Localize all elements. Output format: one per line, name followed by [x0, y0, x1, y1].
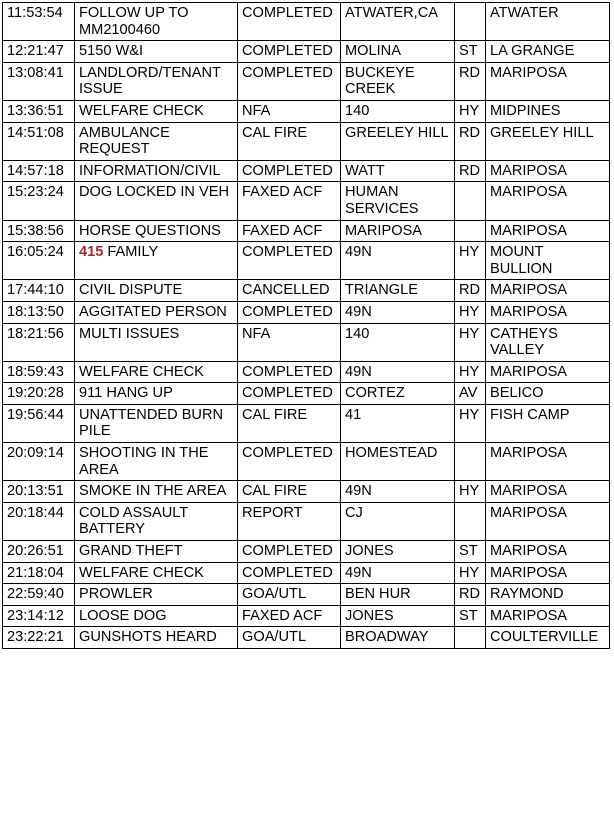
table-row: [3, 160, 610, 182]
table-row: [3, 383, 610, 405]
street-cell: 140: [341, 100, 455, 122]
street-cell: 49N: [341, 242, 455, 280]
time-cell: 14:57:18: [3, 160, 75, 182]
street-cell: BUCKEYE CREEK: [341, 62, 455, 100]
street-cell: WATT: [341, 160, 455, 182]
disposition-cell: GOA/UTL: [238, 584, 341, 606]
disposition-cell: COMPLETED: [238, 160, 341, 182]
city-cell: MARIPOSA: [486, 220, 610, 242]
street-cell: BEN HUR: [341, 584, 455, 606]
disposition-cell: NFA: [238, 100, 341, 122]
street-suffix-cell: HY: [455, 100, 486, 122]
city-cell: MARIPOSA: [486, 562, 610, 584]
street-suffix-cell: HY: [455, 404, 486, 442]
street-suffix-cell: [455, 3, 486, 41]
street-suffix-cell: [455, 220, 486, 242]
disposition-cell: COMPLETED: [238, 443, 341, 481]
table-row: [3, 41, 610, 63]
city-cell: MARIPOSA: [486, 301, 610, 323]
street-cell: BROADWAY: [341, 627, 455, 649]
time-cell: 21:18:04: [3, 562, 75, 584]
street-cell: ATWATER,CA: [341, 3, 455, 41]
time-cell: 20:09:14: [3, 443, 75, 481]
call-type-cell: WELFARE CHECK: [75, 100, 238, 122]
call-type-cell: PROWLER: [75, 584, 238, 606]
table-row: [3, 443, 610, 481]
street-suffix-cell: [455, 182, 486, 220]
city-cell: MARIPOSA: [486, 443, 610, 481]
call-type-cell: INFORMATION/CIVIL: [75, 160, 238, 182]
street-suffix-cell: RD: [455, 280, 486, 302]
city-cell: MARIPOSA: [486, 280, 610, 302]
street-cell: 49N: [341, 562, 455, 584]
street-cell: 49N: [341, 301, 455, 323]
table-row: [3, 3, 610, 41]
table-row: [3, 361, 610, 383]
table-row: [3, 481, 610, 503]
table-row: [3, 122, 610, 160]
table-row: [3, 584, 610, 606]
call-type-cell: HORSE QUESTIONS: [75, 220, 238, 242]
street-suffix-cell: ST: [455, 605, 486, 627]
street-cell: 49N: [341, 481, 455, 503]
call-type-cell: 5150 W&I: [75, 41, 238, 63]
call-type-cell: LOOSE DOG: [75, 605, 238, 627]
city-cell: MARIPOSA: [486, 160, 610, 182]
disposition-cell: COMPLETED: [238, 242, 341, 280]
disposition-cell: COMPLETED: [238, 301, 341, 323]
street-cell: MARIPOSA: [341, 220, 455, 242]
city-cell: MARIPOSA: [486, 182, 610, 220]
city-cell: ATWATER: [486, 3, 610, 41]
disposition-cell: COMPLETED: [238, 41, 341, 63]
disposition-cell: GOA/UTL: [238, 627, 341, 649]
dispatch-log-body: [3, 3, 610, 649]
street-cell: CJ: [341, 502, 455, 540]
street-suffix-cell: HY: [455, 562, 486, 584]
call-type-cell: MULTI ISSUES: [75, 323, 238, 361]
disposition-cell: CANCELLED: [238, 280, 341, 302]
table-row: [3, 323, 610, 361]
call-type-cell: GRAND THEFT: [75, 541, 238, 563]
city-cell: MIDPINES: [486, 100, 610, 122]
city-cell: BELICO: [486, 383, 610, 405]
time-cell: 18:21:56: [3, 323, 75, 361]
street-cell: TRIANGLE: [341, 280, 455, 302]
city-cell: MARIPOSA: [486, 541, 610, 563]
time-cell: 16:05:24: [3, 242, 75, 280]
street-cell: JONES: [341, 605, 455, 627]
street-cell: 41: [341, 404, 455, 442]
street-suffix-cell: [455, 627, 486, 649]
disposition-cell: CAL FIRE: [238, 404, 341, 442]
call-code-highlight: 415: [79, 244, 104, 261]
disposition-cell: COMPLETED: [238, 562, 341, 584]
disposition-cell: FAXED ACF: [238, 605, 341, 627]
street-suffix-cell: RD: [455, 62, 486, 100]
city-cell: RAYMOND: [486, 584, 610, 606]
table-row: [3, 562, 610, 584]
street-suffix-cell: HY: [455, 301, 486, 323]
table-row: [3, 220, 610, 242]
time-cell: 14:51:08: [3, 122, 75, 160]
city-cell: COULTERVILLE: [486, 627, 610, 649]
street-suffix-cell: HY: [455, 242, 486, 280]
table-row: [3, 627, 610, 649]
call-type-text: FAMILY: [103, 244, 159, 261]
city-cell: MARIPOSA: [486, 605, 610, 627]
table-row: [3, 280, 610, 302]
time-cell: 15:38:56: [3, 220, 75, 242]
time-cell: 22:59:40: [3, 584, 75, 606]
street-cell: HOMESTEAD: [341, 443, 455, 481]
city-cell: MOUNT BULLION: [486, 242, 610, 280]
street-suffix-cell: AV: [455, 383, 486, 405]
time-cell: 20:13:51: [3, 481, 75, 503]
disposition-cell: CAL FIRE: [238, 481, 341, 503]
disposition-cell: CAL FIRE: [238, 122, 341, 160]
call-type-cell: COLD ASSAULT BATTERY: [75, 502, 238, 540]
disposition-cell: COMPLETED: [238, 383, 341, 405]
street-suffix-cell: RD: [455, 584, 486, 606]
street-cell: CORTEZ: [341, 383, 455, 405]
time-cell: 18:59:43: [3, 361, 75, 383]
disposition-cell: COMPLETED: [238, 541, 341, 563]
time-cell: 12:21:47: [3, 41, 75, 63]
city-cell: MARIPOSA: [486, 502, 610, 540]
street-suffix-cell: ST: [455, 41, 486, 63]
table-row: [3, 502, 610, 540]
street-cell: HUMAN SERVICES: [341, 182, 455, 220]
time-cell: 23:22:21: [3, 627, 75, 649]
call-type-cell: WELFARE CHECK: [75, 361, 238, 383]
city-cell: FISH CAMP: [486, 404, 610, 442]
table-row: [3, 541, 610, 563]
time-cell: 15:23:24: [3, 182, 75, 220]
street-suffix-cell: [455, 443, 486, 481]
disposition-cell: NFA: [238, 323, 341, 361]
call-type-cell: SHOOTING IN THE AREA: [75, 443, 238, 481]
street-suffix-cell: RD: [455, 160, 486, 182]
city-cell: LA GRANGE: [486, 41, 610, 63]
time-cell: 17:44:10: [3, 280, 75, 302]
table-row: [3, 62, 610, 100]
call-type-cell: CIVIL DISPUTE: [75, 280, 238, 302]
disposition-cell: COMPLETED: [238, 3, 341, 41]
time-cell: 23:14:12: [3, 605, 75, 627]
street-cell: GREELEY HILL: [341, 122, 455, 160]
call-type-cell: 911 HANG UP: [75, 383, 238, 405]
disposition-cell: COMPLETED: [238, 361, 341, 383]
call-type-cell: LANDLORD/TENANT ISSUE: [75, 62, 238, 100]
street-cell: 49N: [341, 361, 455, 383]
call-type-cell: [75, 242, 238, 280]
call-type-cell: DOG LOCKED IN VEH: [75, 182, 238, 220]
street-suffix-cell: HY: [455, 481, 486, 503]
disposition-cell: FAXED ACF: [238, 220, 341, 242]
call-type-cell: WELFARE CHECK: [75, 562, 238, 584]
city-cell: MARIPOSA: [486, 361, 610, 383]
table-row: [3, 605, 610, 627]
street-cell: 140: [341, 323, 455, 361]
city-cell: CATHEYS VALLEY: [486, 323, 610, 361]
table-row: [3, 404, 610, 442]
disposition-cell: REPORT: [238, 502, 341, 540]
street-cell: MOLINA: [341, 41, 455, 63]
street-suffix-cell: [455, 502, 486, 540]
call-type-cell: UNATTENDED BURN PILE: [75, 404, 238, 442]
time-cell: 13:36:51: [3, 100, 75, 122]
call-type-cell: GUNSHOTS HEARD: [75, 627, 238, 649]
table-row: [3, 301, 610, 323]
city-cell: MARIPOSA: [486, 62, 610, 100]
street-suffix-cell: HY: [455, 323, 486, 361]
street-cell: JONES: [341, 541, 455, 563]
street-suffix-cell: HY: [455, 361, 486, 383]
call-type-cell: AMBULANCE REQUEST: [75, 122, 238, 160]
time-cell: 11:53:54: [3, 3, 75, 41]
city-cell: GREELEY HILL: [486, 122, 610, 160]
time-cell: 19:20:28: [3, 383, 75, 405]
time-cell: 18:13:50: [3, 301, 75, 323]
table-row: [3, 100, 610, 122]
city-cell: MARIPOSA: [486, 481, 610, 503]
street-suffix-cell: RD: [455, 122, 486, 160]
disposition-cell: FAXED ACF: [238, 182, 341, 220]
time-cell: 20:26:51: [3, 541, 75, 563]
call-type-cell: SMOKE IN THE AREA: [75, 481, 238, 503]
time-cell: 13:08:41: [3, 62, 75, 100]
table-row: [3, 242, 610, 280]
disposition-cell: COMPLETED: [238, 62, 341, 100]
time-cell: 20:18:44: [3, 502, 75, 540]
call-type-cell: FOLLOW UP TO MM2100460: [75, 3, 238, 41]
street-suffix-cell: ST: [455, 541, 486, 563]
table-row: [3, 182, 610, 220]
call-type-cell: AGGITATED PERSON: [75, 301, 238, 323]
dispatch-log-table: [2, 2, 610, 649]
time-cell: 19:56:44: [3, 404, 75, 442]
